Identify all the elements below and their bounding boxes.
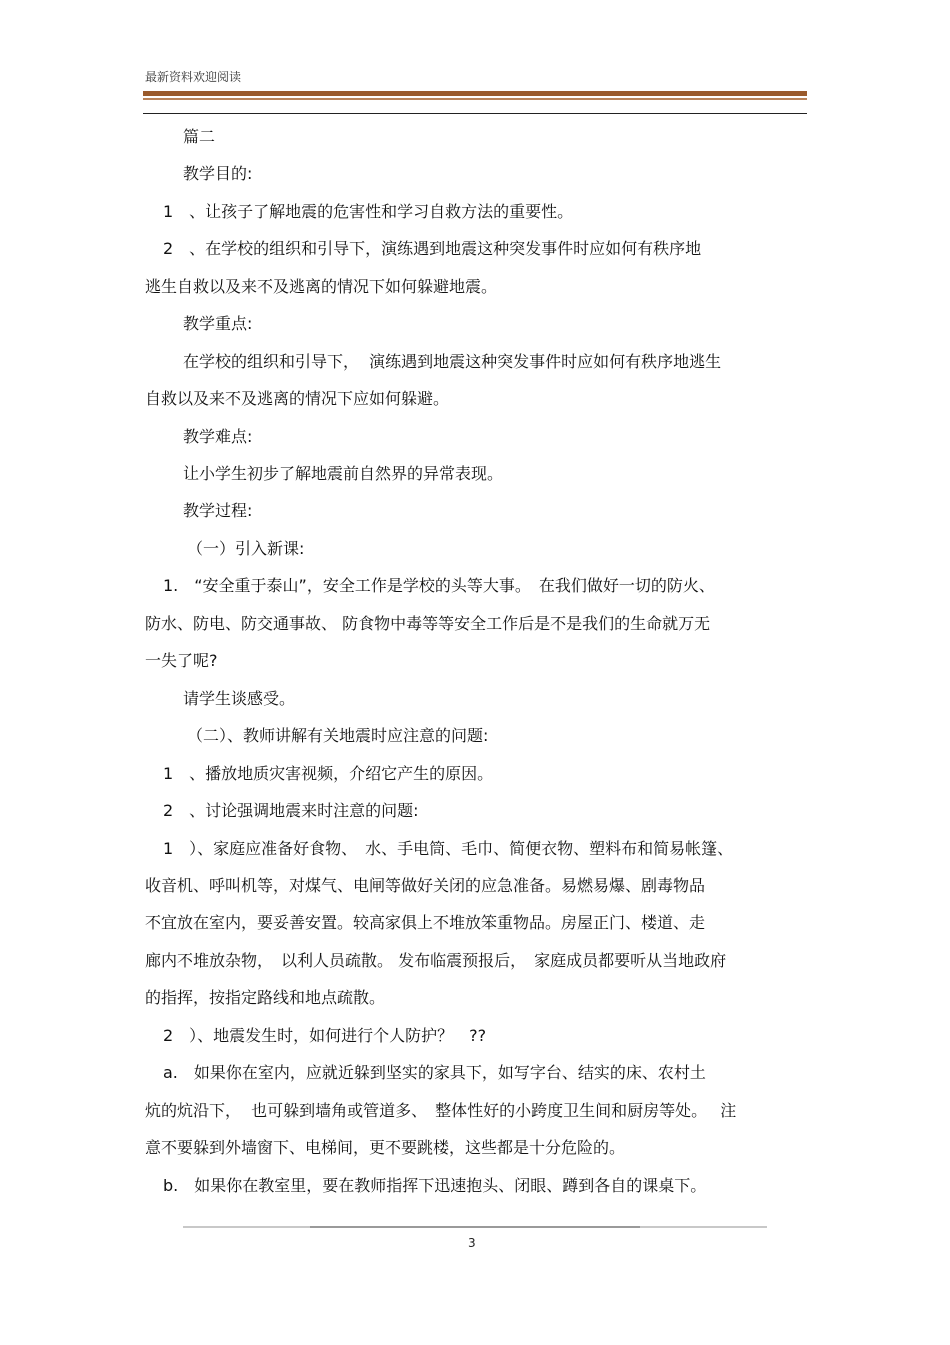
text-line: 一失了呢? bbox=[145, 651, 218, 670]
text-line: 收音机、呼叫机等，对煤气、电闸等做好关闭的应急准备。易燃易爆、剧毒物品 bbox=[145, 876, 706, 895]
text-line: 1 、让孩子了解地震的危害性和学习自救方法的重要性。 bbox=[163, 202, 574, 221]
text-line: b. 如果你在教室里，要在教师指挥下迅速抱头、闭眼、蹲到各自的课桌下。 bbox=[163, 1176, 707, 1195]
footer-rule-center bbox=[310, 1226, 640, 1228]
page-header: 最新资料欢迎阅读 bbox=[145, 70, 242, 84]
heading-difficulty: 教学难点: bbox=[183, 427, 253, 446]
text-line: 2 、在学校的组织和引导下，演练遇到地震这种突发事件时应如何有秩序地 bbox=[163, 239, 702, 258]
text-line: 1. “安全重于泰山”，安全工作是学校的头等大事。 在我们做好一切的防火、 bbox=[163, 576, 715, 595]
header-rule-thick bbox=[143, 91, 807, 96]
heading-key-points: 教学重点: bbox=[183, 314, 253, 333]
text-line: 不宜放在室内，要妥善安置。较高家俱上不堆放笨重物品。房屋正门、楼道、走 bbox=[145, 913, 706, 932]
text-line: 炕的炕沿下， 也可躲到墙角或管道多、 整体性好的小跨度卫生间和厨房等处。 注 bbox=[145, 1101, 737, 1120]
text-line: 1 、播放地质灾害视频，介绍它产生的原因。 bbox=[163, 764, 494, 783]
text-line: 2 、讨论强调地震来时注意的问题: bbox=[163, 801, 419, 820]
text-line: 请学生谈感受。 bbox=[183, 689, 296, 708]
page-number: 3 bbox=[468, 1236, 476, 1250]
header-rule-black bbox=[143, 113, 807, 114]
text-line: 廊内不堆放杂物， 以利人员疏散。 发布临震预报后， 家庭成员都要听从当地政府 bbox=[145, 951, 727, 970]
header-rule-thin bbox=[143, 98, 807, 100]
text-line: 2 ）、地震发生时，如何进行个人防护？ ?? bbox=[163, 1026, 487, 1045]
subheading-intro: （一）引入新课: bbox=[187, 539, 305, 558]
text-line: 自救以及来不及逃离的情况下应如何躲避。 bbox=[145, 389, 450, 408]
section-heading: 篇二 bbox=[183, 127, 216, 146]
text-line: 1 ）、家庭应准备好食物、 水、手电筒、毛巾、简便衣物、塑料布和简易帐篷、 bbox=[163, 839, 734, 858]
text-line: 防水、防电、防交通事故、 防食物中毒等等安全工作后是不是我们的生命就万无 bbox=[145, 614, 711, 633]
subheading-explain: （二）、教师讲解有关地震时应注意的问题: bbox=[187, 726, 489, 745]
text-line: 逃生自救以及来不及逃离的情况下如何躲避地震。 bbox=[145, 277, 498, 296]
heading-teaching-goals: 教学目的: bbox=[183, 164, 253, 183]
heading-process: 教学过程: bbox=[183, 501, 253, 520]
text-line: 在学校的组织和引导下， 演练遇到地震这种突发事件时应如何有秩序地逃生 bbox=[183, 352, 722, 371]
text-line: a. 如果你在室内，应就近躲到坚实的家具下，如写字台、结实的床、农村土 bbox=[163, 1063, 706, 1082]
text-line: 意不要躲到外墙窗下、电梯间，更不要跳楼，这些都是十分危险的。 bbox=[145, 1138, 626, 1157]
text-line: 的指挥，按指定路线和地点疏散。 bbox=[145, 988, 386, 1007]
text-line: 让小学生初步了解地震前自然界的异常表现。 bbox=[183, 464, 504, 483]
